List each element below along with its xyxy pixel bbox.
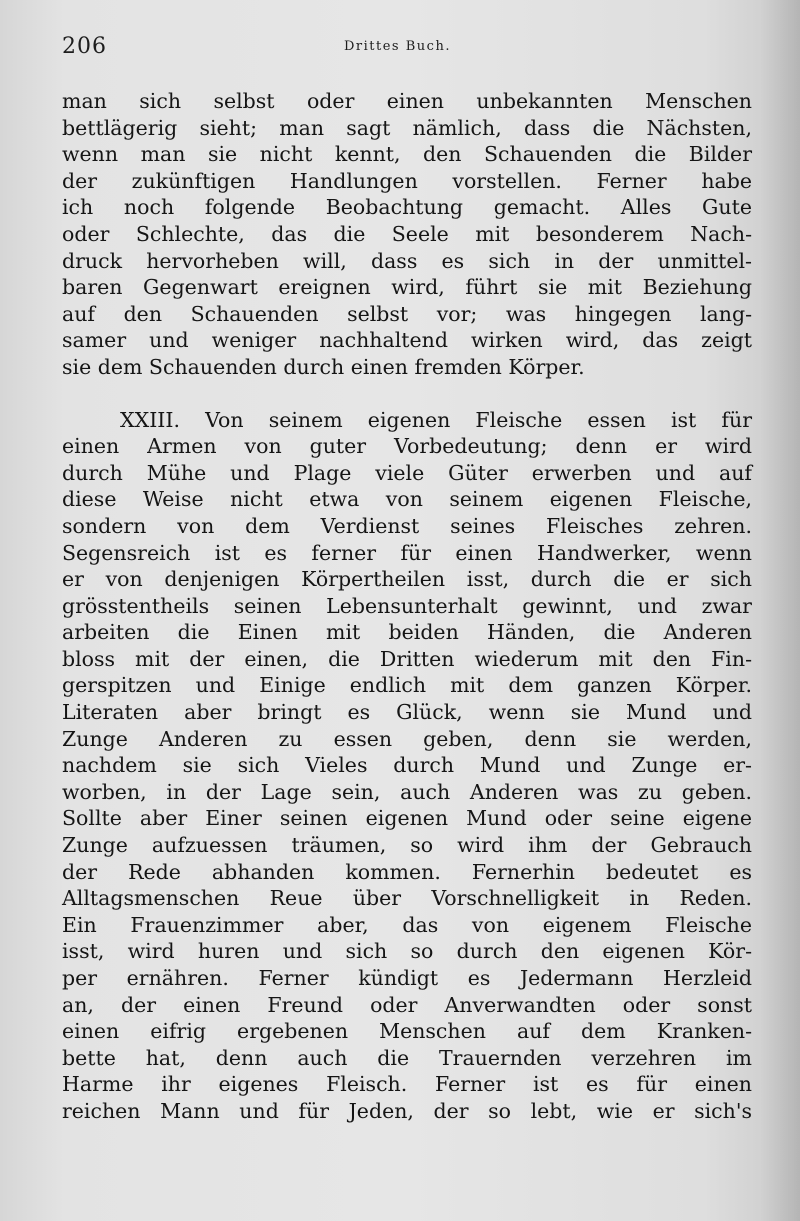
text-line: Literaten aber bringt es Glück, wenn sie Mund und bbox=[62, 700, 752, 725]
text-line: diese Weise nicht etwa von seinem eigenen Fleische, bbox=[62, 487, 752, 512]
paragraph-1 bbox=[62, 88, 752, 381]
text-line: XXIII. Von seinem eigenen Fleische essen ist für bbox=[120, 407, 752, 432]
page-number: 206 bbox=[62, 34, 107, 59]
text-line: Zunge Anderen zu essen geben, denn sie werden, bbox=[62, 726, 752, 751]
text-line: bloss mit der einen, die Dritten wiederum mit den Fin- bbox=[62, 646, 752, 671]
text-line: per ernähren. Ferner kündigt es Jedermann Herzleid bbox=[62, 966, 752, 990]
text-line: ich noch folgende Beobachtung gemacht. Alles Gute bbox=[62, 195, 752, 220]
text-line: einen Armen von guter Vorbedeutung; denn er wird bbox=[62, 434, 752, 459]
text-line: sondern von dem Verdienst seines Fleisches zehren. bbox=[62, 513, 752, 538]
running-head: Drittes Buch. bbox=[344, 39, 451, 54]
text-line: grösstentheils seinen Lebensunterhalt gewinnt, und zwar bbox=[62, 593, 752, 618]
text-line: durch Mühe und Plage viele Güter erwerben und auf bbox=[62, 460, 752, 485]
body-text bbox=[62, 88, 752, 1125]
text-line: oder Schlechte, das die Seele mit besonderem Nach- bbox=[62, 221, 752, 246]
text-line: einen eifrig ergebenen Menschen auf dem Kranken- bbox=[62, 1019, 752, 1044]
text-line: baren Gegenwart ereignen wird, führt sie mit Beziehung bbox=[62, 275, 752, 300]
text-line: wenn man sie nicht kennt, den Schauenden die Bilder bbox=[62, 142, 752, 167]
text-line: isst, wird huren und sich so durch den eigenen Kör- bbox=[62, 939, 752, 964]
text-line: samer und weniger nachhaltend wirken wird, das zeigt bbox=[62, 328, 752, 353]
text-line: an, der einen Freund oder Anverwandten oder sonst bbox=[62, 992, 752, 1017]
page-header bbox=[62, 34, 760, 66]
text-line: Harme ihr eigenes Fleisch. Ferner ist es für einen bbox=[62, 1072, 752, 1097]
text-line: der Rede abhanden kommen. Fernerhin bedeutet es bbox=[62, 859, 752, 884]
text-line: Zunge aufzuessen träumen, so wird ihm der Gebrauch bbox=[62, 833, 752, 858]
text-line: bettlägerig sieht; man sagt nämlich, dass die Nächsten, bbox=[62, 115, 752, 140]
text-line: reichen Mann und für Jeden, der so lebt, wie er sich's bbox=[62, 1098, 752, 1123]
text-line: Ein Frauenzimmer aber, das von eigenem Fleische bbox=[62, 912, 752, 937]
text-line: Segensreich ist es ferner für einen Handwerker, wenn bbox=[62, 540, 752, 565]
text-line: bette hat, denn auch die Trauernden verzehren im bbox=[62, 1045, 752, 1070]
text-line: auf den Schauenden selbst vor; was hingegen lang- bbox=[62, 301, 752, 326]
text-line: arbeiten die Einen mit beiden Händen, die Anderen bbox=[62, 620, 752, 645]
page-edge-shadow bbox=[760, 0, 800, 1221]
text-line: Sollte aber Einer seinen eigenen Mund oder seine eigene bbox=[62, 806, 752, 831]
text-line: man sich selbst oder einen unbekannten Menschen bbox=[62, 89, 752, 113]
paragraph-2 bbox=[62, 407, 752, 1125]
text-line: gerspitzen und Einige endlich mit dem ganzen Körper. bbox=[62, 673, 752, 698]
text-line: er von denjenigen Körpertheilen isst, durch die er sich bbox=[62, 567, 752, 592]
text-line: worben, in der Lage sein, auch Anderen was zu geben. bbox=[62, 779, 752, 804]
text-line: sie dem Schauenden durch einen fremden Körper. bbox=[62, 354, 585, 379]
text-line: nachdem sie sich Vieles durch Mund und Zunge er- bbox=[62, 753, 752, 778]
text-line: der zukünftigen Handlungen vorstellen. Ferner habe bbox=[62, 168, 752, 193]
text-line: druck hervorheben will, dass es sich in der unmittel- bbox=[62, 248, 752, 273]
text-line: Alltagsmenschen Reue über Vorschnelligkeit in Reden. bbox=[62, 886, 752, 911]
